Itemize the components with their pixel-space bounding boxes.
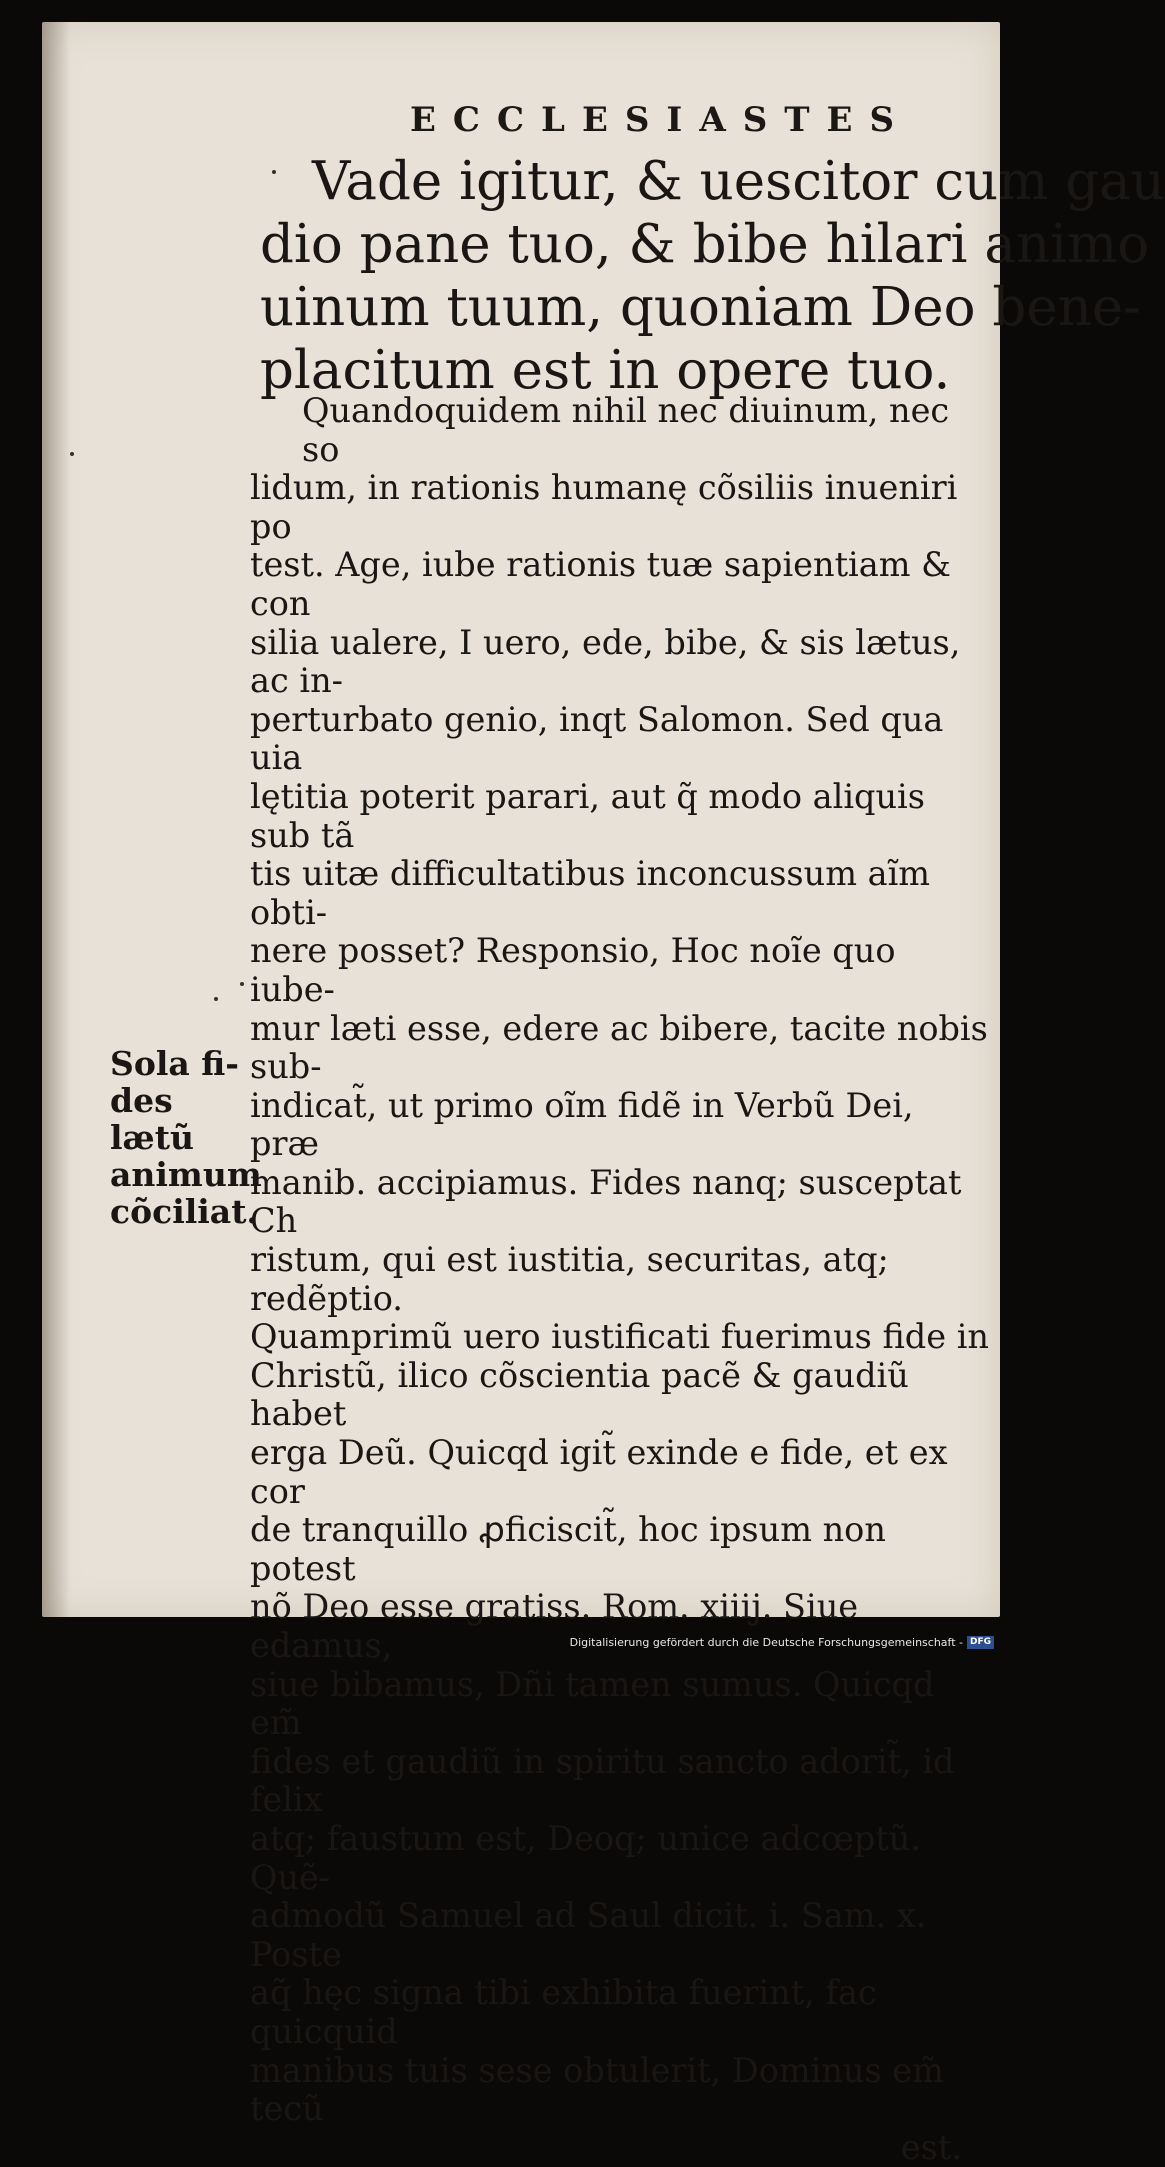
commentary-line: manibus tuis sese obtulerit, Dominus em̃ tecũ <box>250 2050 944 2129</box>
commentary-line: test. Age, iube rationis tuæ sapientiam & con <box>250 545 951 623</box>
lemma-line: Vade igitur, & uescitor cum gau <box>312 151 1165 212</box>
commentary-line: lętitia poterit parari, aut q̃ modo aliquis sub tã <box>250 776 925 855</box>
spine-shadow <box>42 22 70 1617</box>
commentary-line: manib. accipiamus. Fides nanq; susceptat Ch <box>250 1162 962 1241</box>
commentary-line: admodũ Samuel ad Saul dicit. i. Sam. x. Poste <box>250 1896 927 1974</box>
commentary-line: nere posset? Responsio, Hoc noĩe quo iube- <box>250 931 896 1009</box>
ink-speck <box>214 997 218 1001</box>
commentary-line: tis uitæ difficultatibus inconcussum aĩm obti- <box>250 854 931 932</box>
commentary-line: est. <box>900 2127 962 2167</box>
running-head: ECCLESIASTES <box>410 100 912 140</box>
marginal-note-line: des lætũ <box>110 1081 194 1157</box>
footer-text: Digitalisierung gefördert durch die Deutsche Forschungsgemeinschaft - <box>569 1636 963 1649</box>
ink-speck <box>70 452 74 456</box>
commentary-line: silia ualere, I uero, ede, bibe, & sis lætus, ac in- <box>250 622 961 701</box>
digitization-footer <box>570 1636 994 1649</box>
commentary-line: Quandoquidem nihil nec diuinum, nec so <box>302 391 950 469</box>
marginal-note-line: cõciliat. <box>110 1192 258 1231</box>
commentary-line: ristum, qui est iustitia, securitas, atq; redẽptio. <box>250 1240 889 1318</box>
commentary-line: mur læti esse, edere ac bibere, tacite nobis sub- <box>250 1008 988 1087</box>
commentary-line: erga Deũ. Quicqd igit̃ exinde e fide, et ex cor <box>250 1433 948 1511</box>
commentary-line: perturbato genio, inqt Salomon. Sed qua uia <box>250 699 944 778</box>
commentary-line: atq; faustum est, Deoq; unice adcœptũ. Quẽ- <box>250 1818 921 1897</box>
commentary-line: lidum, in rationis humanę cõsiliis inueniri po <box>250 468 958 546</box>
commentary-line: de tranquillo ꝓficiscit̃, hoc ipsum non potest <box>250 1510 886 1588</box>
commentary-block <box>250 392 990 2167</box>
commentary-line: Quamprimũ uero iustificati fuerimus fide in <box>250 1317 989 1357</box>
marginal-note-line: animum <box>110 1155 262 1194</box>
lemma-line: placitum est in opere tuo. <box>260 340 951 401</box>
commentary-line: Christũ, ilico cõscientia pacẽ & gaudiũ habet <box>250 1355 909 1434</box>
commentary-line: siue bibamus, Dñi tamen sumus. Quicqd em̃ <box>250 1664 935 1743</box>
lemma-line: uinum tuum, quoniam Deo bene- <box>260 277 1142 338</box>
ink-speck <box>272 170 276 174</box>
lemma-line: dio pane tuo, & bibe hilari animo <box>260 214 1150 275</box>
lemma-block <box>260 150 1165 402</box>
commentary-line: nõ Deo esse gratiss. Rom. xiiij. Siue edamus, <box>250 1587 859 1665</box>
ink-speck <box>240 982 244 986</box>
commentary-line: indicat̃, ut primo oĩm fidẽ in Verbũ Dei, præ <box>250 1085 914 1164</box>
commentary-line: aq̃ hęc signa tibi exhibita fuerint, fac quicquid <box>250 1973 877 2051</box>
commentary-line: fides et gaudiũ in spiritu sancto adorit̃, id felix <box>250 1741 955 1820</box>
marginal-note-line: Sola fi- <box>110 1044 239 1083</box>
dfg-logo: DFG <box>967 1636 994 1649</box>
marginal-note <box>110 1044 262 1231</box>
